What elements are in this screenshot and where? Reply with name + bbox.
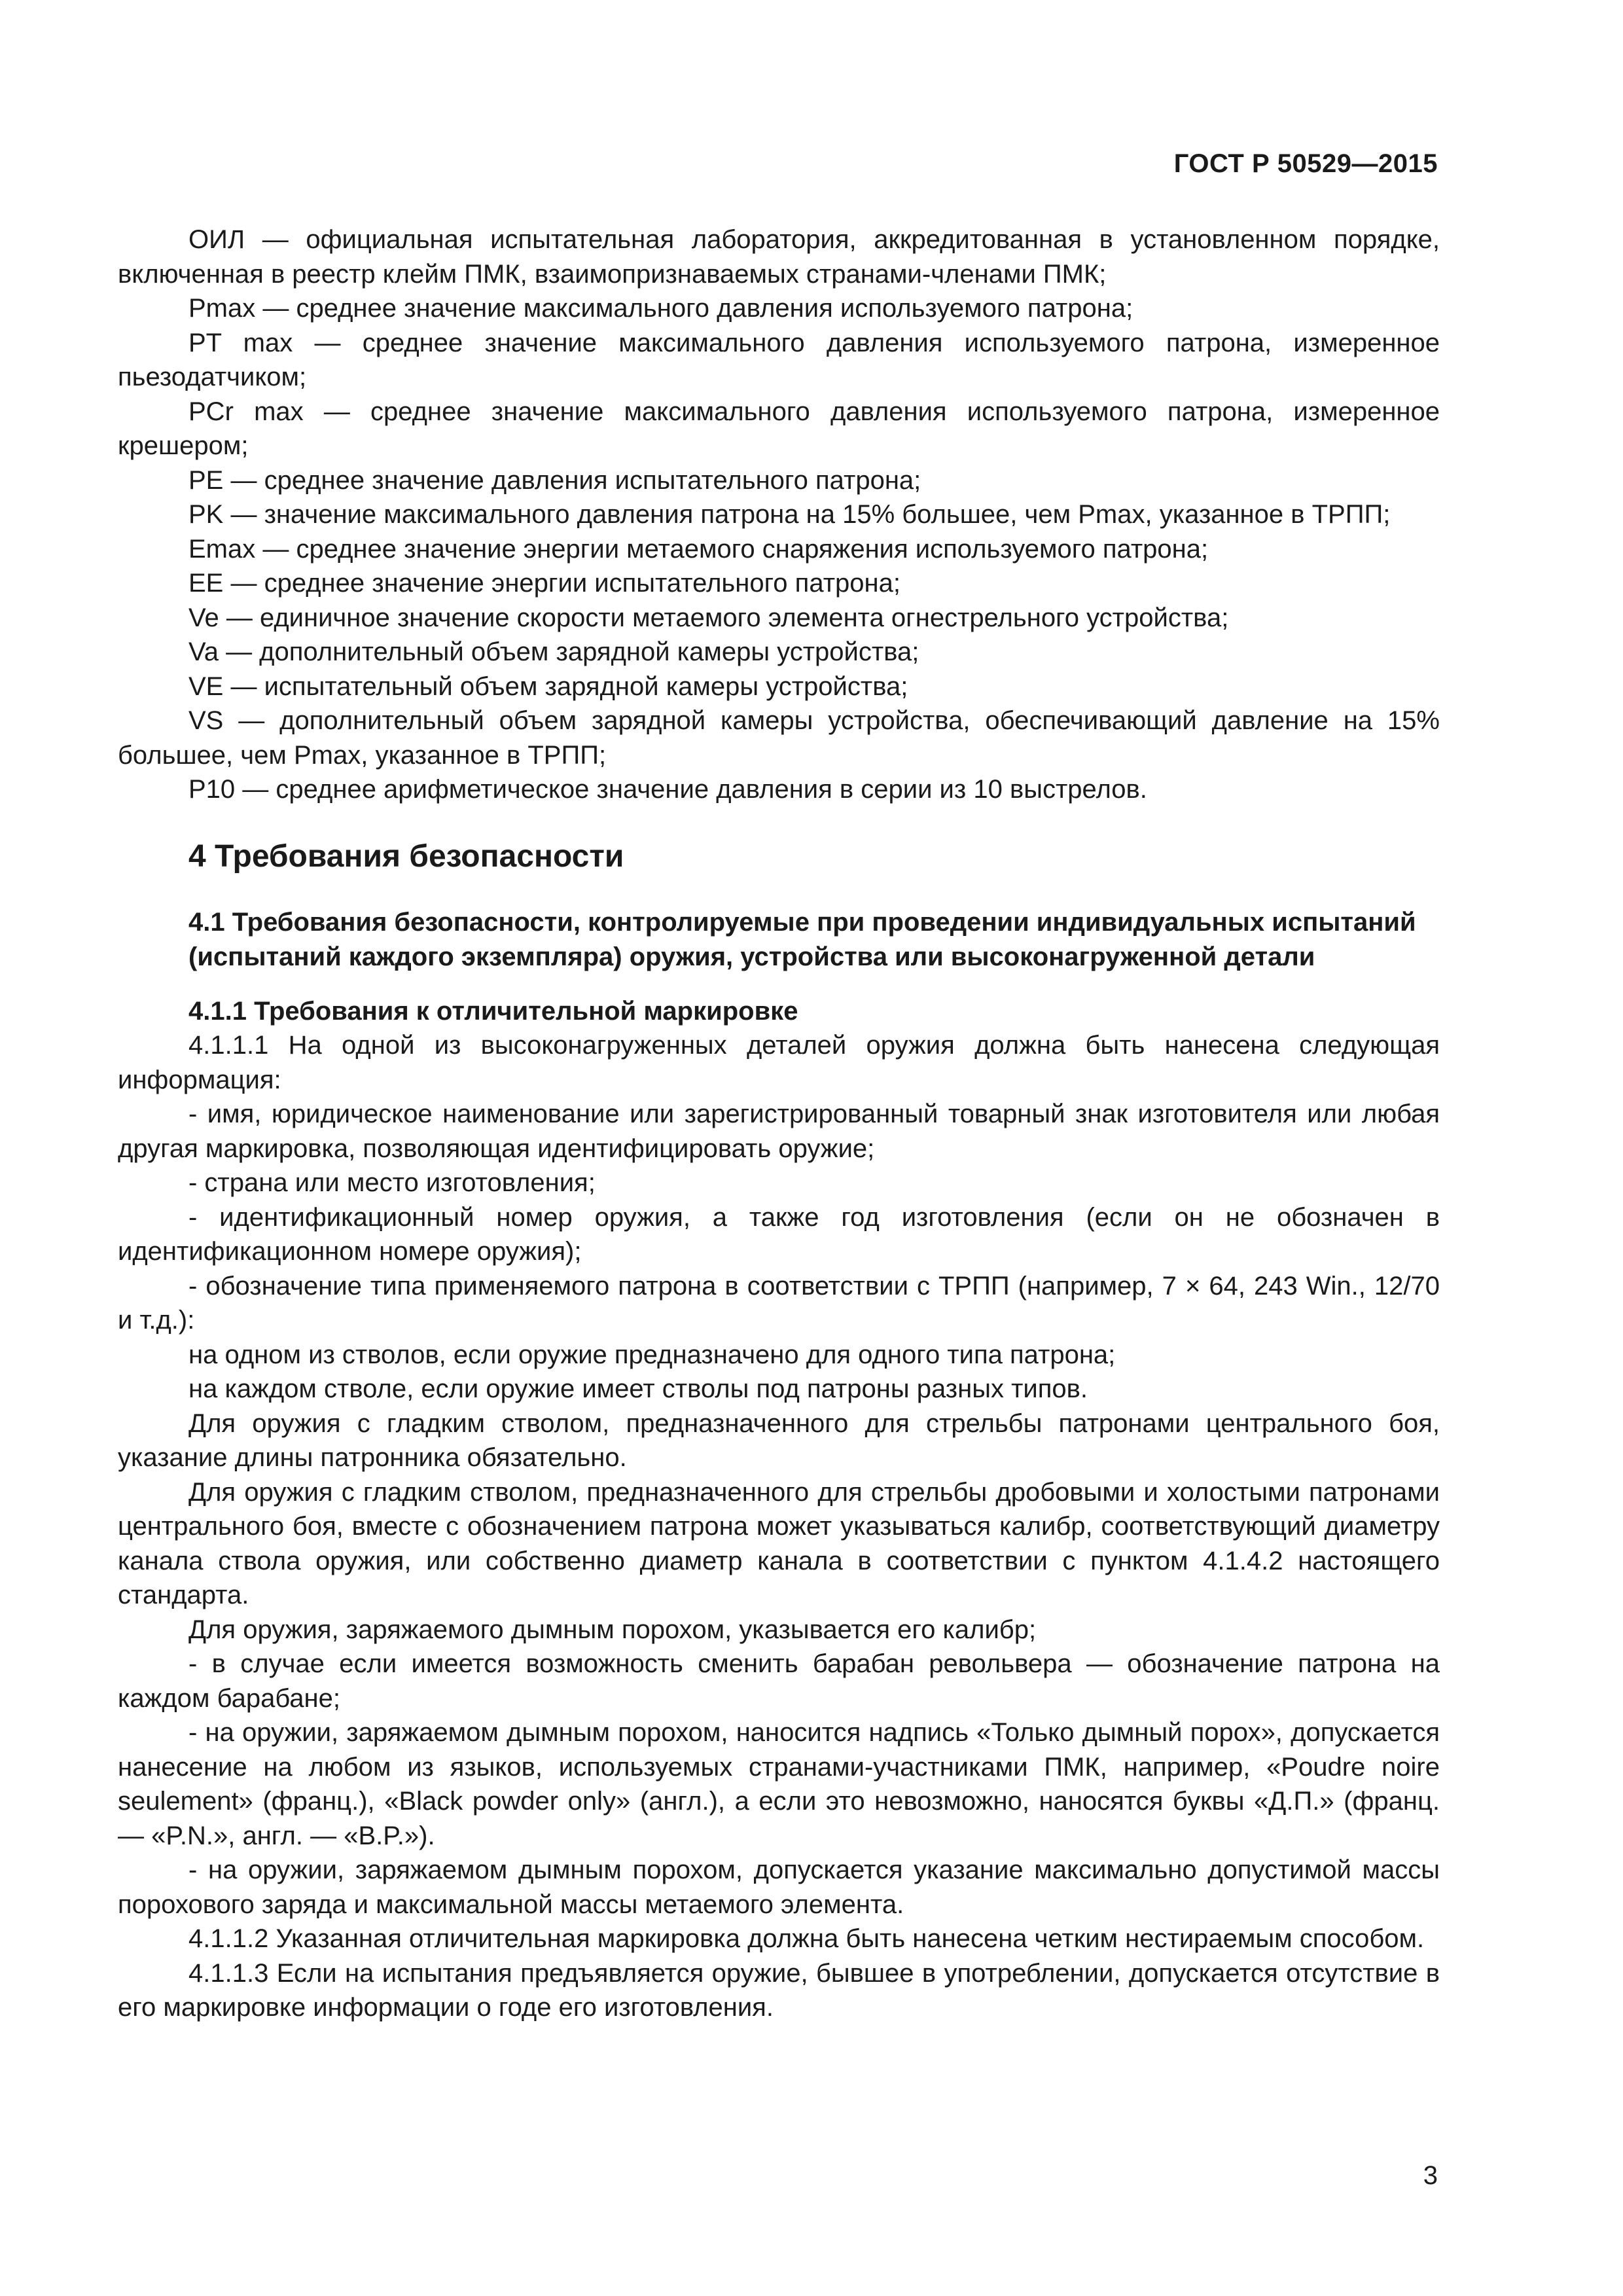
abbr-pcr-max: PCr max — среднее значение максимального давления используемого патрона, измеренное крешером; (118, 397, 1440, 460)
abbr-pt-max: PT max — среднее значение максимального давления используемого патрона, измеренное пьезодатчиком; (118, 328, 1440, 391)
para-smoothbore-central: Для оружия с гладким стволом, предназначенного для стрельбы патронами центрального боя, указание длины патронника обязательно. (118, 1408, 1440, 1472)
para-4-1-1-1: 4.1.1.1 На одной из высоконагруженных деталей оружия должна быть нанесена следующая информация: (118, 1031, 1440, 1094)
para-black-powder-caliber: Для оружия, заряжаемого дымным порохом, указывается его калибр; (188, 1615, 1037, 1644)
abbr-ve: Ve — единичное значение скорости метаемого элемента огнестрельного устройства; (188, 603, 1229, 632)
abbr-ve-test: VE — испытательный объем зарядной камеры устройства; (188, 672, 908, 701)
list-item-country: - страна или место изготовления; (188, 1168, 596, 1197)
page-body (118, 223, 1440, 2025)
list-item-id-number: - идентификационный номер оружия, а также год изготовления (если он не обозначен в идентификационном номере оружия); (118, 1202, 1440, 1266)
abbr-emax: Emax — среднее значение энергии метаемого снаряжения используемого патрона; (188, 534, 1209, 564)
abbr-pk: PK — значение максимального давления патрона на 15% большее, чем Pmax, указанное в ТРПП; (188, 500, 1391, 529)
abbr-pmax: Pmax — среднее значение максимального давления используемого патрона; (188, 294, 1133, 323)
list-item-black-powder-inscription: - на оружии, заряжаемом дымным порохом, наносится надпись «Только дымный порох», допускается нанесение на любом из языков, используемых странами-участниками ПМК, например, «Poudre noire seulement» (франц.), «Black powder only» (англ.), а если это невозможно, наносятся буквы «Д.П.» (франц. — «P.N.», англ. — «B.P.»). (118, 1718, 1440, 1850)
para-each-barrel: на каждом стволе, если оружие имеет стволы под патроны разных типов. (188, 1374, 1088, 1403)
list-item-black-powder-mass: - на оружии, заряжаемом дымным порохом, допускается указание максимально допустимой массы порохового заряда и максимальной массы метаемого элемента. (118, 1856, 1440, 1919)
page-number: 3 (1423, 2161, 1438, 2190)
para-4-1-1-3: 4.1.1.3 Если на испытания предъявляется оружие, бывшее в употреблении, допускается отсутствие в его маркировке информации о годе его изготовления. (118, 1958, 1440, 2022)
para-smoothbore-shot: Для оружия с гладким стволом, предназначенного для стрельбы дробовыми и холостыми патронами центрального боя, вместе с обозначением патрона может указываться калибр, соответствующий диаметру канала ствола оружия, или собственно диаметр канала в соответствии с пунктом 4.1.4.2 настоящего стандарта. (118, 1477, 1440, 1609)
section-4-heading: 4 Требования безопасности (188, 838, 624, 874)
abbr-vs: VS — дополнительный объем зарядной камеры устройства, обеспечивающий давление на 15% большее, чем Pmax, указанное в ТРПП; (118, 706, 1440, 770)
section-4-1-1-heading: 4.1.1 Требования к отличительной маркировке (188, 996, 798, 1026)
list-item-revolver-drum: - в случае если имеется возможность сменить барабан револьвера — обозначение патрона на каждом барабане; (118, 1649, 1440, 1713)
list-item-cartridge-type: - обозначение типа применяемого патрона в соответствии с ТРПП (например, 7 × 64, 243 Win., 12/70 и т.д.): (118, 1271, 1440, 1335)
abbr-ee: EE — среднее значение энергии испытательного патрона; (188, 569, 901, 598)
section-4-1-heading: 4.1 Требования безопасности, контролируемые при проведении индивидуальных испытаний (испытаний каждого экземпляра) оружия, устройства или высоконагруженной детали (188, 907, 1416, 971)
list-item-name: - имя, юридическое наименование или зарегистрированный товарный знак изготовителя или любая другая маркировка, позволяющая идентифицировать оружие; (118, 1100, 1440, 1163)
document-header: ГОСТ Р 50529—2015 (1173, 149, 1438, 178)
abbr-oil: ОИЛ — официальная испытательная лаборатория, аккредитованная в установленном порядке, включенная в реестр клейм ПМК, взаимопризнаваемых странами-членами ПМК; (118, 225, 1440, 289)
abbr-pe: PE — среднее значение давления испытательного патрона; (188, 465, 921, 495)
abbr-p10: P10 — среднее арифметическое значение давления в серии из 10 выстрелов. (188, 775, 1147, 804)
para-one-barrel: на одном из стволов, если оружие предназначено для одного типа патрона; (188, 1340, 1116, 1369)
abbr-va: Va — дополнительный объем зарядной камеры устройства; (188, 637, 919, 666)
para-4-1-1-2: 4.1.1.2 Указанная отличительная маркировка должна быть нанесена четким нестираемым способом. (188, 1924, 1425, 1953)
